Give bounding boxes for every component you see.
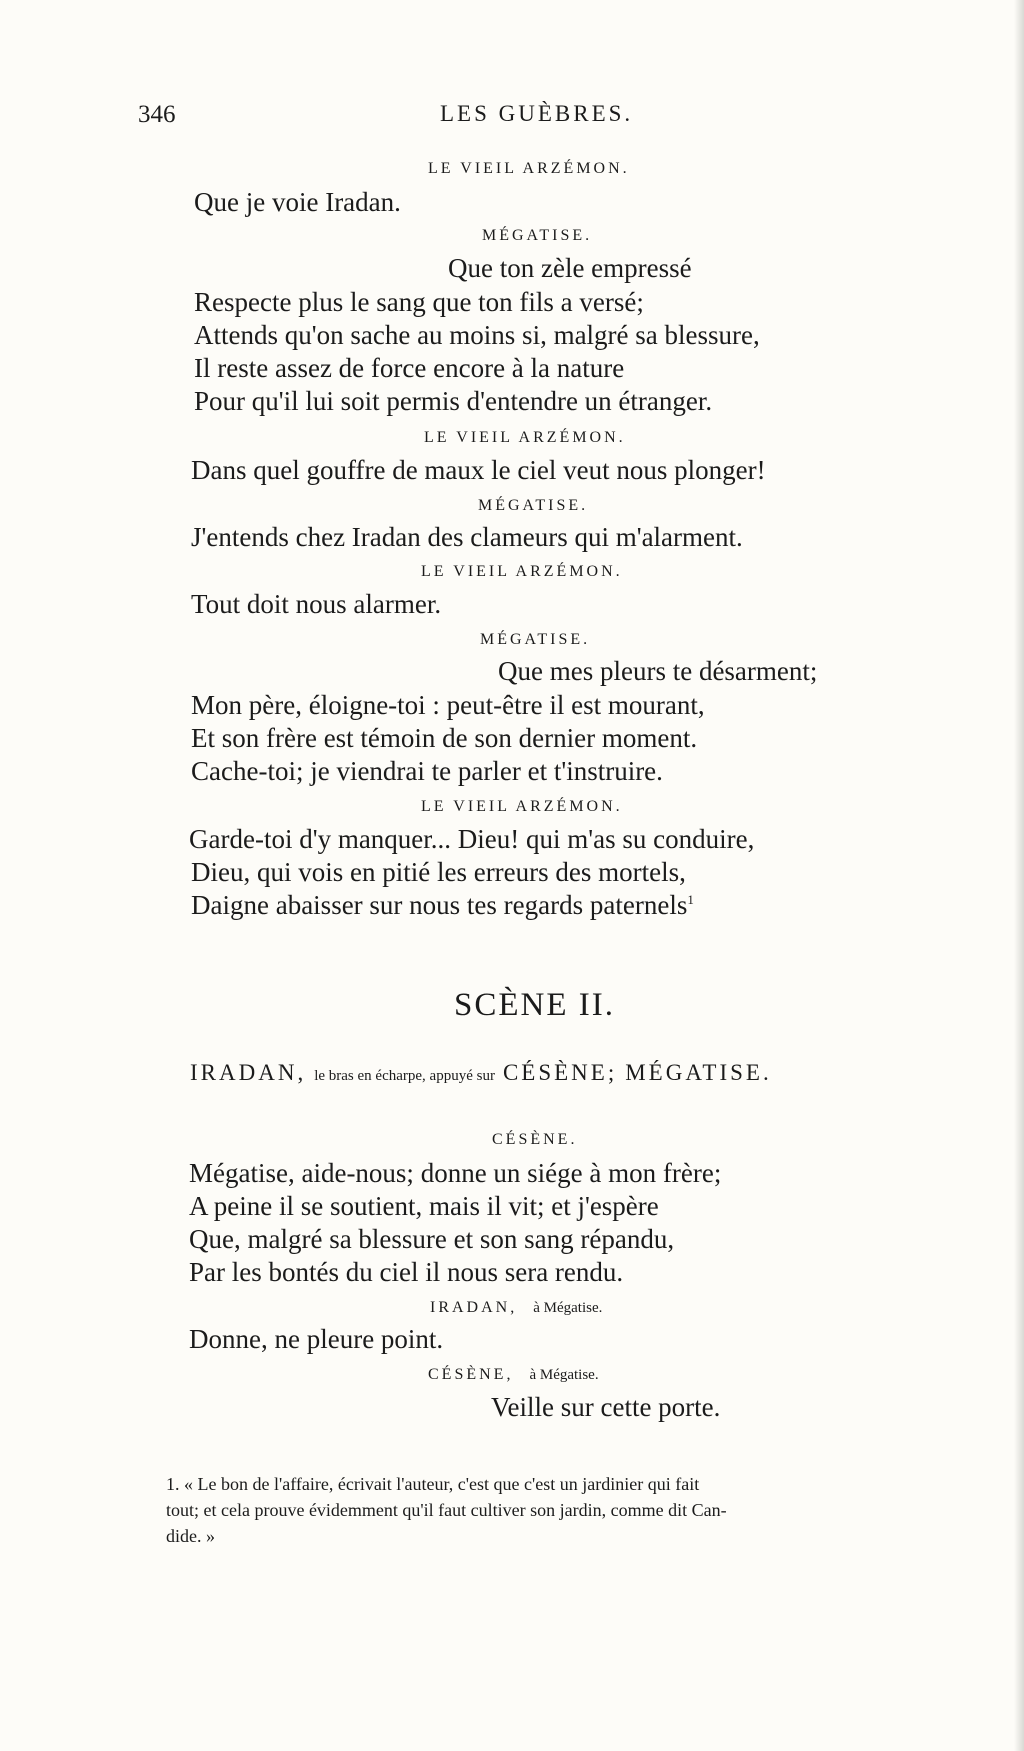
page-edge-shadow <box>1014 0 1024 1751</box>
scene-title: SCÈNE II. <box>454 987 615 1023</box>
page-number: 346 <box>138 101 176 128</box>
verse-line: Pour qu'il lui soit permis d'entendre un étranger. <box>194 386 713 416</box>
verse-line: Que ton zèle empressé <box>448 253 692 283</box>
speaker-label: LE VIEIL ARZÉMON. <box>424 429 626 446</box>
cast-megatise: MÉGATISE. <box>625 1060 772 1085</box>
verse-line: Mon père, éloigne-toi : peut-être il est mourant, <box>191 690 705 720</box>
verse-line: Tout doit nous alarmer. <box>191 589 442 619</box>
verse-text: Daigne abaisser sur nous tes regards paternels <box>191 890 688 920</box>
verse-line: Que mes pleurs te désarment; <box>498 656 818 686</box>
verse-line: Dieu, qui vois en pitié les erreurs des mortels, <box>191 857 686 887</box>
speaker-label: MÉGATISE. <box>480 631 591 648</box>
verse-line: Que je voie Iradan. <box>194 187 401 217</box>
verse-line: Il reste assez de force encore à la nature <box>194 353 625 383</box>
footnote-ref: 1 <box>687 892 694 907</box>
speaker-label: CÉSÈNE. <box>492 1131 578 1148</box>
cast-list <box>190 1060 772 1087</box>
speaker-label: IRADAN, <box>430 1299 518 1316</box>
verse-line: Dans quel gouffre de maux le ciel veut nous plonger! <box>191 455 766 485</box>
running-title: LES GUÈBRES. <box>440 101 634 126</box>
verse-line: Donne, ne pleure point. <box>189 1324 444 1354</box>
footnote-line: tout; et cela prouve évidemment qu'il faut cultiver son jardin, comme dit Can- <box>166 1500 727 1520</box>
stage-direction: à Mégatise. <box>529 1367 599 1383</box>
cast-stage-direction: le bras en écharpe, appuyé sur <box>314 1068 495 1084</box>
verse-line: Cache-toi; je viendrai te parler et t'instruire. <box>191 756 663 786</box>
verse-line: Garde-toi d'y manquer... Dieu! qui m'as su conduire, <box>189 824 755 854</box>
footnote-line: dide. » <box>166 1526 215 1546</box>
verse-line: J'entends chez Iradan des clameurs qui m'alarment. <box>191 522 743 552</box>
verse-line: Respecte plus le sang que ton fils a versé; <box>194 287 644 317</box>
stage-direction: à Mégatise. <box>533 1300 603 1316</box>
footnote-line: 1. « Le bon de l'affaire, écrivait l'auteur, c'est que c'est un jardinier qui fait <box>166 1474 700 1494</box>
verse-line: Mégatise, aide-nous; donne un siége à mon frère; <box>189 1158 722 1188</box>
verse-line: A peine il se soutient, mais il vit; et j'espère <box>189 1191 659 1221</box>
speaker-label: LE VIEIL ARZÉMON. <box>428 160 630 177</box>
verse-line <box>191 890 694 921</box>
verse-line: Par les bontés du ciel il nous sera rendu. <box>189 1257 624 1287</box>
speaker-label: MÉGATISE. <box>478 497 589 514</box>
verse-line: Et son frère est témoin de son dernier moment. <box>191 723 698 753</box>
verse-line: Que, malgré sa blessure et son sang répandu, <box>189 1224 675 1254</box>
speaker-label: MÉGATISE. <box>482 227 593 244</box>
speaker-label: LE VIEIL ARZÉMON. <box>421 563 623 580</box>
cast-cesene: CÉSÈNE; <box>502 1060 618 1085</box>
verse-line: Attends qu'on sache au moins si, malgré sa blessure, <box>194 320 760 350</box>
verse-line: Veille sur cette porte. <box>491 1392 721 1422</box>
speaker-label: LE VIEIL ARZÉMON. <box>421 798 623 815</box>
speaker-label: CÉSÈNE, <box>428 1366 514 1383</box>
speaker-line <box>430 1299 602 1317</box>
cast-iradan: IRADAN, <box>190 1060 307 1085</box>
speaker-line <box>428 1366 599 1384</box>
